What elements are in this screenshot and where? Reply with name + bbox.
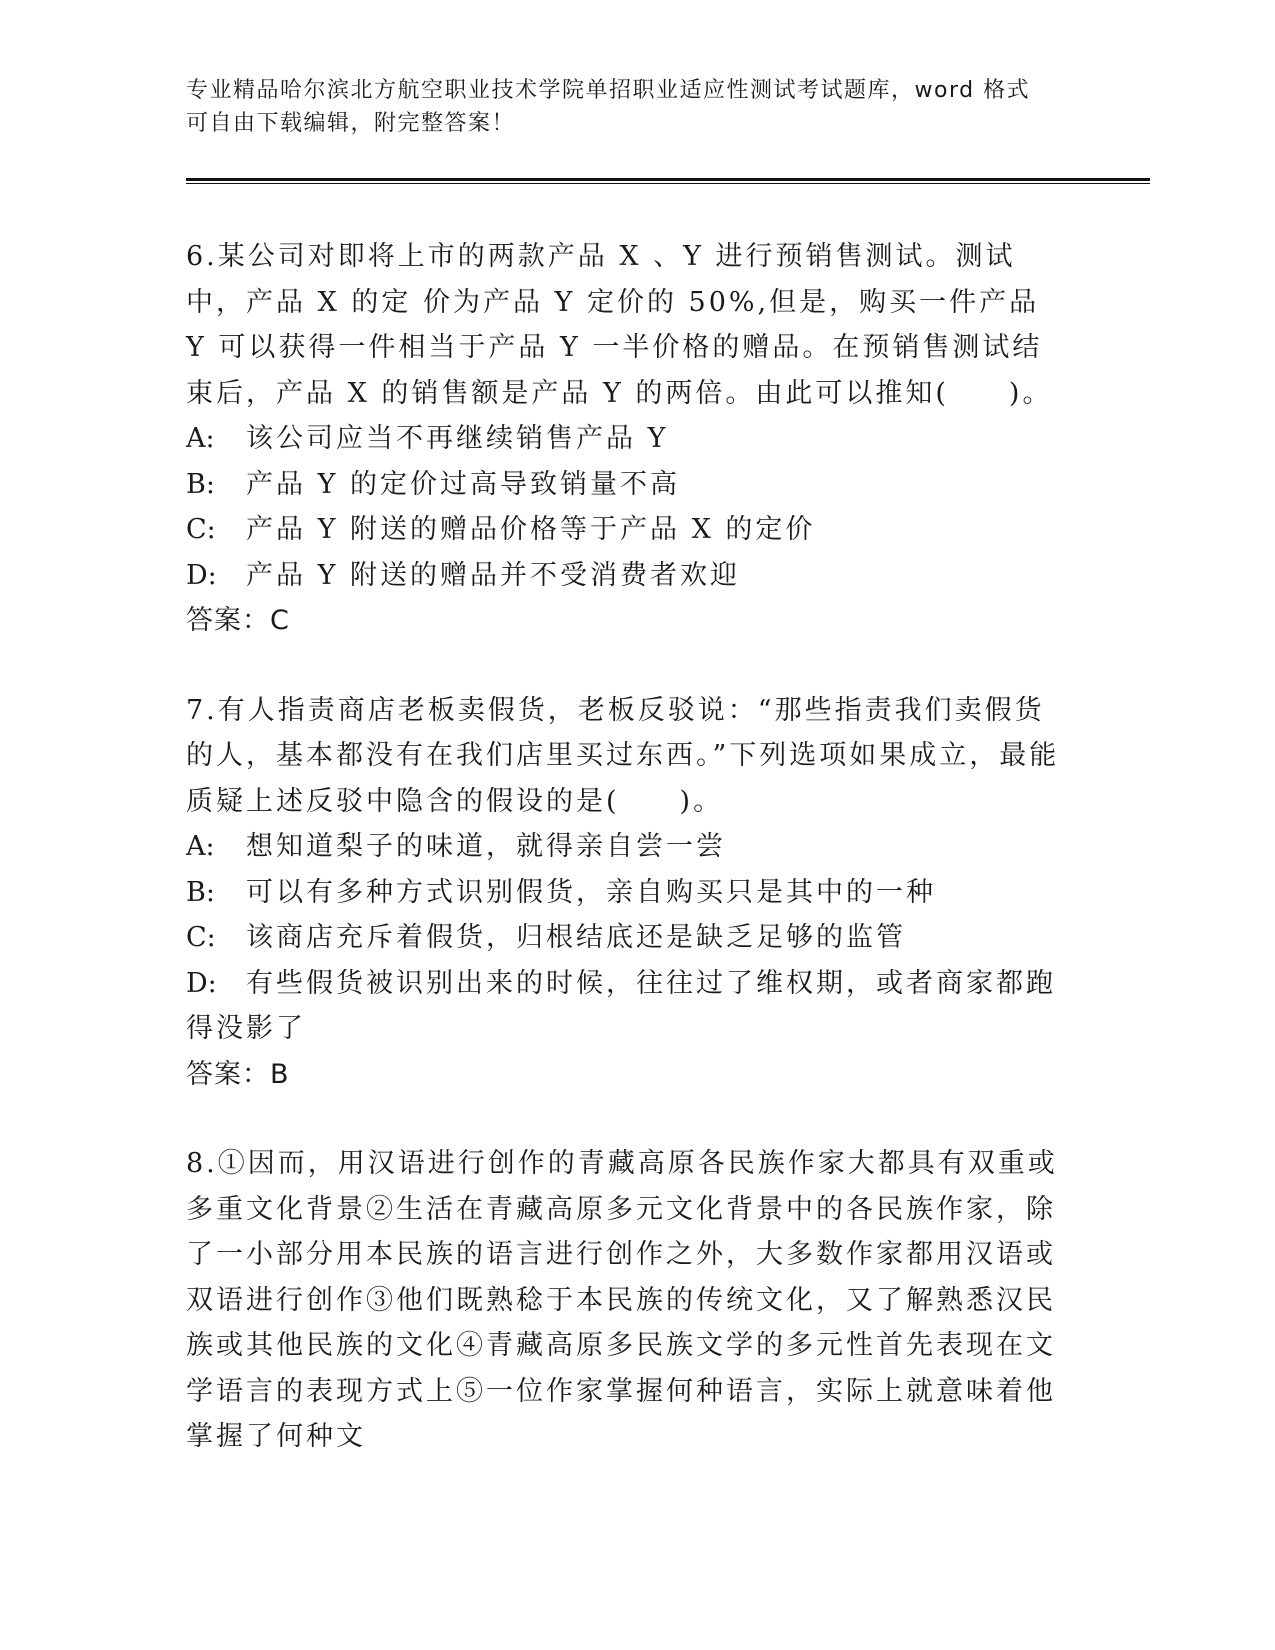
option-letter: C: [186, 922, 216, 953]
option-b [186, 462, 1066, 508]
option-a [186, 824, 1066, 870]
option-letter: C: [186, 514, 216, 545]
header-divider-thick [186, 178, 1150, 181]
question-6 [186, 234, 1066, 644]
option-d [186, 553, 1066, 599]
header-divider-thin [186, 183, 1150, 184]
option-text: 产品 Y 附送的赠品价格等于产品 X 的定价 [246, 514, 816, 545]
question-text: 8.①因而，用汉语进行创作的青藏高原各民族作家大都具有双重或多重文化背景②生活在青藏高原多元文化背景中的各民族作家，除了一小部分用本民族的语言进行创作之外，大多数作家都用汉语或双语进行创作③他们既熟稔于本民族的传统文化，又了解熟悉汉民族或其他民族的文化④青藏高原多民族文学的多元性首先表现在文学语言的表现方式上⑤一位作家掌握何种语言，实际上就意味着他掌握了何种文 [186, 1148, 1058, 1452]
option-text: 该商店充斥着假货，归根结底还是缺乏足够的监管 [246, 922, 906, 953]
option-c [186, 915, 1066, 961]
document-header [186, 74, 1066, 140]
option-d [186, 961, 1066, 1052]
option-b [186, 870, 1066, 916]
question-text: 7.有人指责商店老板卖假货，老板反驳说：“那些指责我们卖假货的人，基本都没有在我们店里买过东西。”下列选项如果成立，最能质疑上述反驳中隐含的假设的是( )。 [186, 694, 1060, 817]
header-line-1: 专业精品哈尔滨北方航空职业技术学院单招职业适应性测试考试题库，word 格式 [186, 78, 1031, 103]
option-text: 产品 Y 附送的赠品并不受消费者欢迎 [246, 559, 740, 591]
option-text: 产品 Y 的定价过高导致销量不高 [246, 468, 680, 500]
option-letter: D: [186, 967, 217, 999]
option-letter: B: [186, 468, 215, 500]
answer-line: 答案：B [186, 1058, 290, 1090]
question-8 [186, 1141, 1066, 1460]
option-text: 有些假货被识别出来的时候，往往过了维权期，或者商家都跑得没影了 [186, 967, 1056, 1044]
option-c [186, 507, 1066, 553]
question-text: 6.某公司对即将上市的两款产品 X 、Y 进行预销售测试。测试中，产品 X 的定 价为产品 Y 定价的 50%,但是，购买一件产品 Y 可以获得一件相当于产品 Y 一半价格的赠品。在预销售测试结束后，产品 X 的销售额是产品 Y 的两倍。由此可以推知( )。 [186, 241, 1053, 409]
option-text: 想知道梨子的味道，就得亲自尝一尝 [246, 831, 726, 862]
option-a [186, 416, 1066, 462]
option-letter: A: [186, 831, 215, 862]
question-7 [186, 688, 1066, 1098]
header-line-2: 可自由下载编辑，附完整答案！ [186, 111, 516, 136]
option-letter: D: [186, 559, 217, 591]
option-text: 可以有多种方式识别假货，亲自购买只是其中的一种 [246, 876, 936, 908]
option-letter: A: [186, 423, 215, 454]
document-body [186, 234, 1066, 1460]
answer-line: 答案：C [186, 605, 290, 636]
option-letter: B: [186, 876, 215, 908]
option-text: 该公司应当不再继续销售产品 Y [246, 423, 669, 454]
